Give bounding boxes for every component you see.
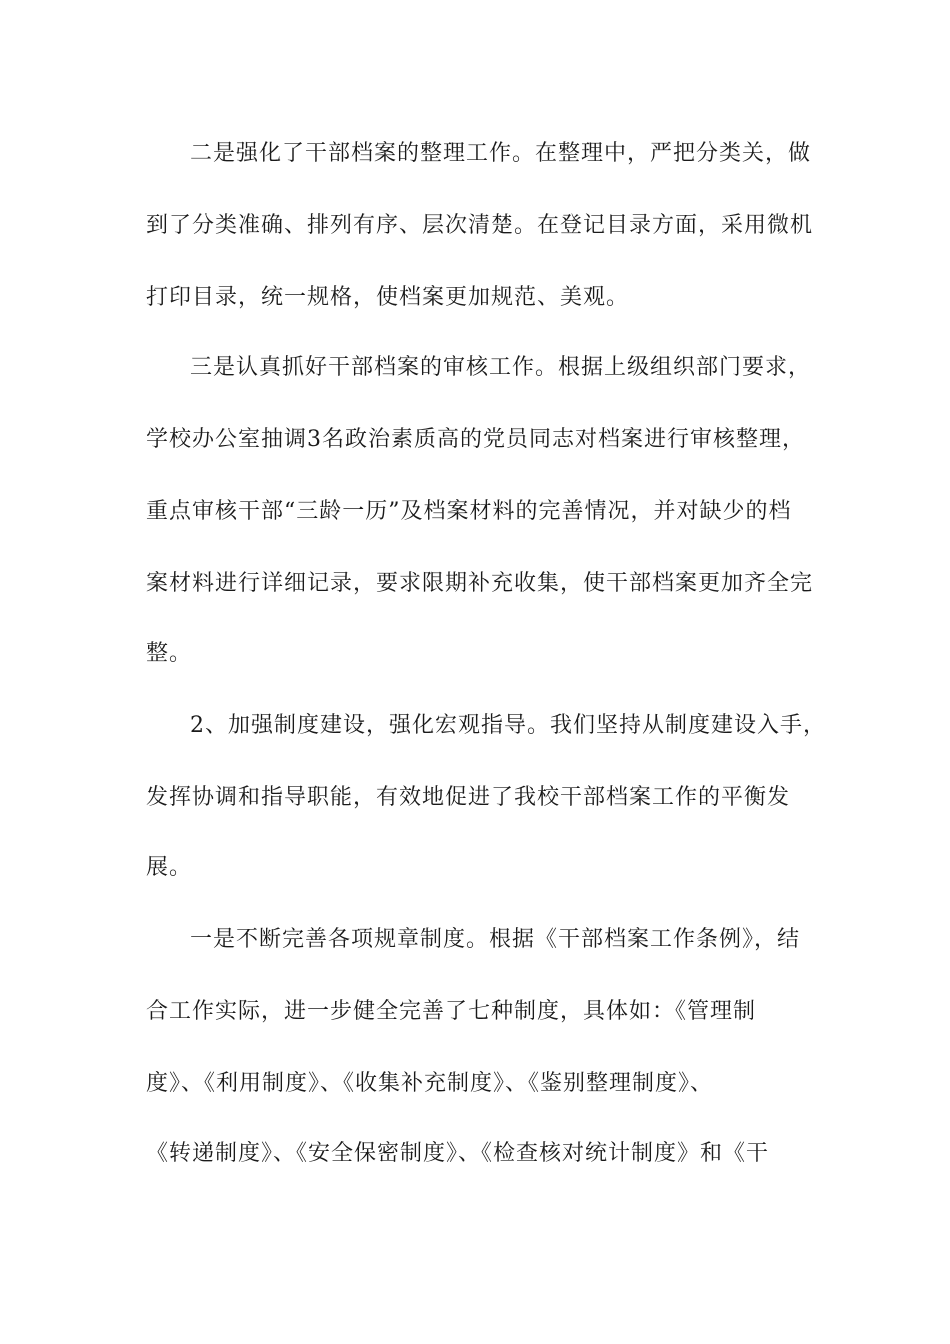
paragraph-line: 2、加强制度建设，强化宏观指导。我们坚持从制度建设入手， [190,713,826,738]
paragraph-line: 展。 [146,855,193,880]
paragraph-line: 案材料进行详细记录，要求限期补充收集，使干部档案更加齐全完 [146,571,814,596]
paragraph-line: 三是认真抓好干部档案的审核工作。根据上级组织部门要求， [190,355,812,380]
paragraph-line: 打印目录，统一规格，使档案更加规范、美观。 [146,285,630,310]
paragraph-line: 二是强化了干部档案的整理工作。在整理中，严把分类关，做 [190,141,812,166]
paragraph-line: 到了分类准确、排列有序、层次清楚。在登记目录方面，采用微机 [146,213,814,238]
paragraph-line: 一是不断完善各项规章制度。根据《干部档案工作条例》，结 [190,927,801,952]
paragraph-line: 度》、《利用制度》、《收集补充制度》、《鉴别整理制度》、 [146,1071,714,1096]
paragraph-line: 重点审核干部“三龄一历”及档案材料的完善情况，并对缺少的档 [146,499,792,524]
paragraph-line: 《转递制度》、《安全保密制度》、《检查核对统计制度》和《干 [146,1141,770,1166]
paragraph-line: 合工作实际，进一步健全完善了七种制度，具体如：《管理制 [146,999,757,1024]
paragraph-line: 发挥协调和指导职能，有效地促进了我校干部档案工作的平衡发 [146,785,791,810]
paragraph-line: 学校办公室抽调3名政治素质高的党员同志对档案进行审核整理， [146,427,805,452]
paragraph-line: 整。 [146,641,193,666]
